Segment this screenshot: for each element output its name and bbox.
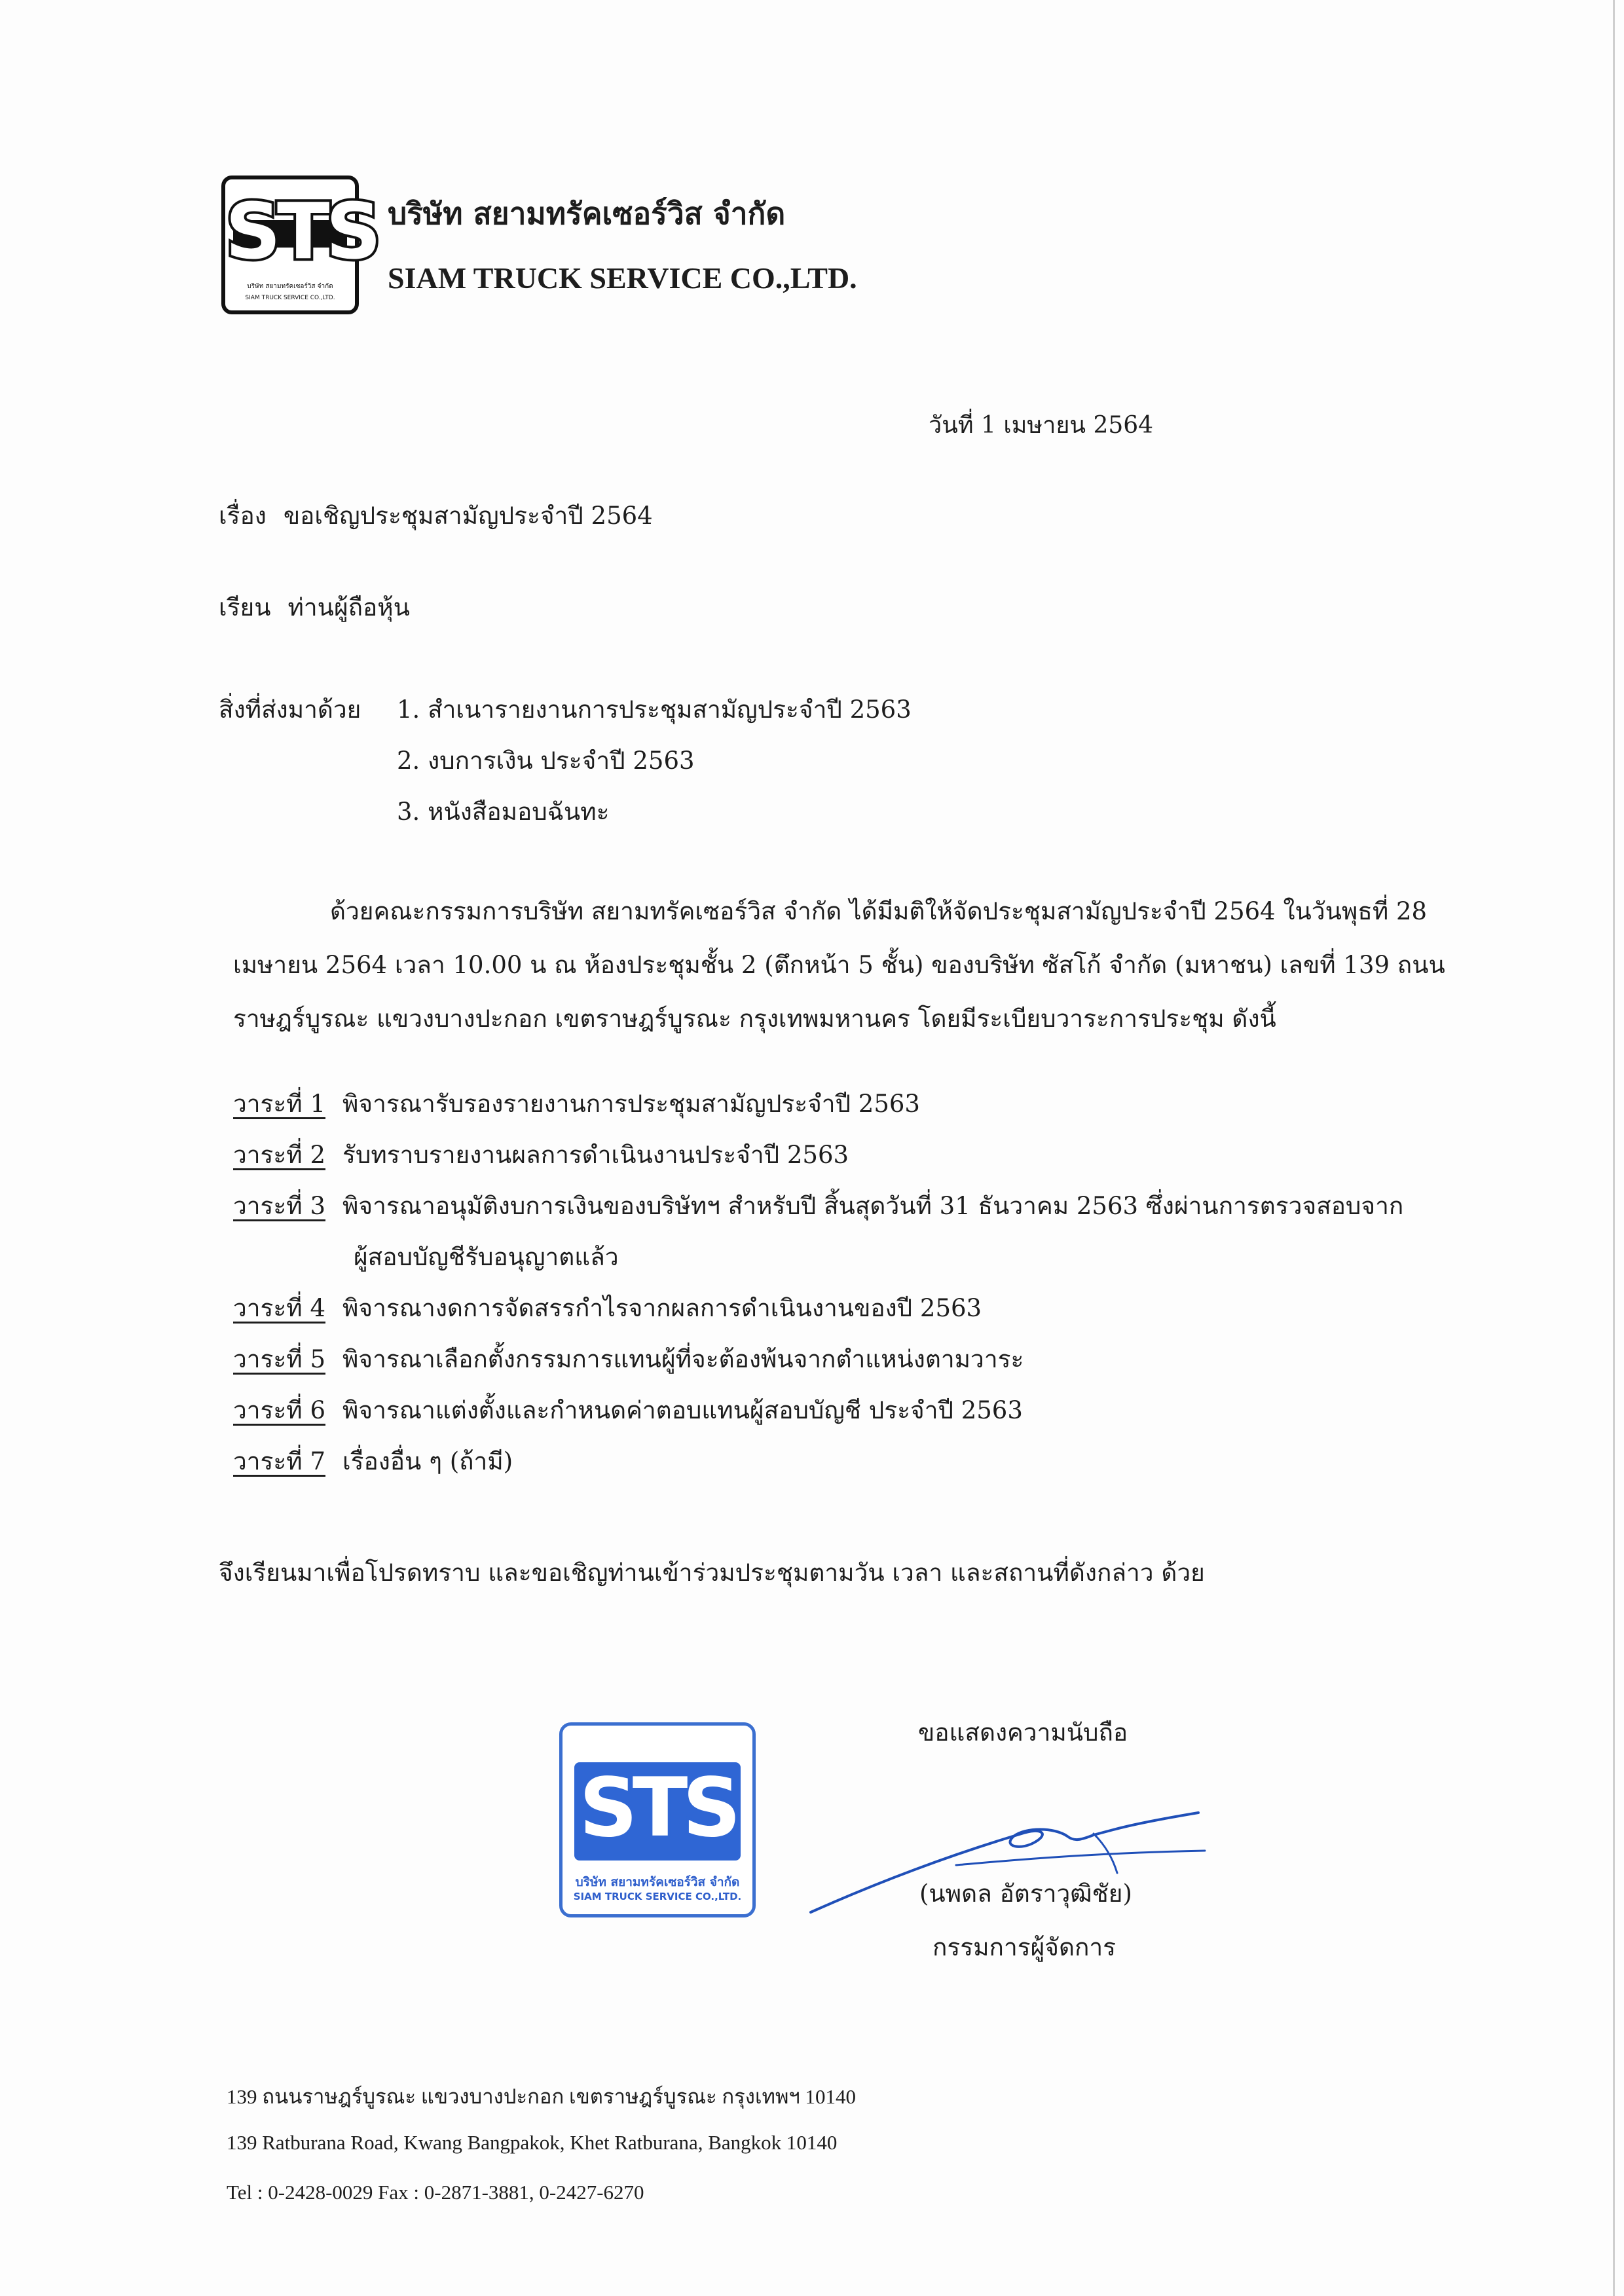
- footer-phone-fax: Tel : 0-2428-0029 Fax : 0-2871-3881, 0-2427-6270: [227, 2181, 644, 2204]
- agenda-item: [233, 1391, 1023, 1430]
- letter-date: วันที่ 1 เมษายน 2564: [929, 412, 1154, 439]
- agenda-label: วาระที่ 7: [233, 1447, 325, 1475]
- agenda-label: วาระที่ 3: [233, 1192, 325, 1220]
- salutation-text: ท่านผู้ถือหุ้น: [287, 593, 410, 621]
- agenda-label: วาระที่ 2: [233, 1141, 325, 1169]
- footer-address-thai: 139 ถนนราษฎร์บูรณะ แขวงบางปะกอก เขตราษฎร์บูรณะ กรุงเทพฯ 10140: [227, 2085, 857, 2108]
- agenda-label: วาระที่ 5: [233, 1345, 325, 1373]
- company-name-thai: บริษัท สยามทรัคเซอร์วิส จำกัด: [388, 196, 786, 231]
- agenda-item: [233, 1084, 920, 1123]
- agenda-item: [233, 1442, 513, 1481]
- enclosures-label: สิ่งที่ส่งมาด้วย: [219, 695, 361, 724]
- agenda-label: วาระที่ 6: [233, 1396, 325, 1424]
- logo-small-en: SIAM TRUCK SERVICE CO.,LTD.: [245, 295, 335, 301]
- subject-label: เรื่อง: [219, 502, 267, 530]
- agenda-text: พิจารณางดการจัดสรรกำไรจากผลการดำเนินงานของปี 2563: [342, 1294, 982, 1322]
- signer-name: (นพดล อัตราวุฒิชัย): [919, 1879, 1132, 1908]
- agenda-label: วาระที่ 4: [233, 1294, 325, 1322]
- salutation-label: เรียน: [219, 593, 271, 621]
- agenda-item: [233, 1136, 849, 1174]
- stamp-letters: STS: [579, 1761, 736, 1855]
- signer-title: กรรมการผู้จัดการ: [932, 1933, 1116, 1961]
- salutation-line: [219, 588, 410, 627]
- subject-text: ขอเชิญประชุมสามัญประจำปี 2564: [283, 502, 653, 530]
- agenda-item: [233, 1187, 1403, 1225]
- regards: ขอแสดงความนับถือ: [918, 1718, 1128, 1747]
- enclosure-item: 3. หนังสือมอบฉันทะ: [397, 798, 610, 826]
- body-line: ราษฎร์บูรณะ แขวงบางปะกอก เขตราษฎร์บูรณะ กรุงเทพมหานคร โดยมีระเบียบวาระการประชุม ดังนี้: [233, 1005, 1276, 1033]
- closing-sentence: จึงเรียนมาเพื่อโปรดทราบ และขอเชิญท่านเข้าร่วมประชุมตามวัน เวลา และสถานที่ดังกล่าว ด้วย: [219, 1559, 1205, 1587]
- company-name-english: SIAM TRUCK SERVICE CO.,LTD.: [388, 261, 857, 295]
- logo-small-th: บริษัท สยามทรัคเซอร์วิส จำกัด: [247, 283, 333, 290]
- agenda-text: พิจารณาอนุมัติงบการเงินของบริษัทฯ สำหรับปี สิ้นสุดวันที่ 31 ธันวาคม 2563 ซึ่งผ่านการตรวจสอบจาก: [342, 1192, 1404, 1220]
- agenda-item: [233, 1289, 982, 1327]
- agenda-text: เรื่องอื่น ๆ (ถ้ามี): [342, 1447, 513, 1475]
- agenda-text: พิจารณาแต่งตั้งและกำหนดค่าตอบแทนผู้สอบบัญชี ประจำปี 2563: [342, 1396, 1023, 1424]
- company-logo: [221, 176, 378, 314]
- agenda-text: รับทราบรายงานผลการดำเนินงานประจำปี 2563: [342, 1141, 849, 1169]
- subject-line: [219, 496, 653, 535]
- enclosure-item: 2. งบการเงิน ประจำปี 2563: [397, 747, 695, 775]
- agenda-text: พิจารณาเลือกตั้งกรรมการแทนผู้ที่จะต้องพ้นจากตำแหน่งตามวาระ: [342, 1345, 1024, 1373]
- page-edge-line: [1613, 0, 1615, 2296]
- agenda-item: [233, 1340, 1024, 1379]
- company-stamp: [559, 1722, 756, 1917]
- agenda-text: พิจารณารับรองรายงานการประชุมสามัญประจำปี 2563: [342, 1090, 920, 1118]
- body-line: ด้วยคณะกรรมการบริษัท สยามทรัคเซอร์วิส จำกัด ได้มีมติให้จัดประชุมสามัญประจำปี 2564 ในวันพุธที่ 28: [330, 897, 1428, 925]
- enclosure-item: 1. สำเนารายงานการประชุมสามัญประจำปี 2563: [397, 695, 912, 724]
- stamp-line-english: SIAM TRUCK SERVICE CO.,LTD.: [573, 1891, 742, 1902]
- body-line: เมษายน 2564 เวลา 10.00 น ณ ห้องประชุมชั้น 2 (ตึกหน้า 5 ชั้น) ของบริษัท ซัสโก้ จำกัด (มหาชน) เลขที่ 139 ถนน: [233, 951, 1445, 979]
- agenda-item-continued: ผู้สอบบัญชีรับอนุญาตแล้ว: [354, 1243, 619, 1271]
- agenda-label: วาระที่ 1: [233, 1090, 325, 1118]
- stamp-line-thai: บริษัท สยามทรัคเซอร์วิส จำกัด: [575, 1875, 740, 1889]
- logo-letters: STS: [225, 186, 378, 276]
- footer-address-english: 139 Ratburana Road, Kwang Bangpakok, Khet Ratburana, Bangkok 10140: [227, 2131, 838, 2154]
